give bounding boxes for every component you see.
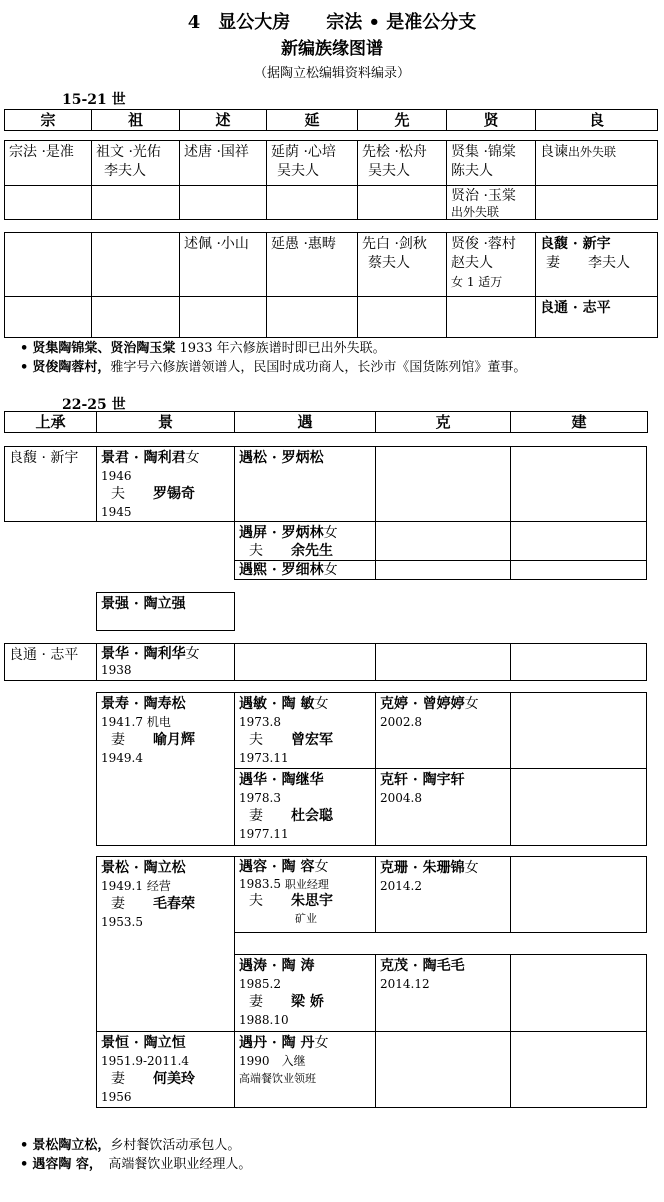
empty-cell: [510, 954, 647, 1032]
person-name: 景恒 · 陶立恒: [101, 1035, 186, 1051]
note-bold: 景松陶立松，: [32, 1138, 111, 1153]
header-xian2: 贤: [446, 109, 536, 131]
spouse-name: 曾宏军: [291, 732, 333, 748]
header-zu: 祖: [91, 109, 180, 131]
source-note: （据陶立松编辑资料编录）: [253, 66, 410, 81]
spouse-name: 吴夫人: [368, 163, 410, 179]
spouse-name: 杜会聪: [291, 808, 333, 824]
spouse-label: 妻: [111, 732, 125, 748]
empty-cell: [535, 185, 658, 220]
person-name: 贤集 ·锦棠: [451, 144, 516, 160]
person-name: 良谏: [540, 144, 568, 160]
empty-cell: [4, 185, 92, 220]
person-cell: [375, 856, 511, 933]
person-name: 遇屏 · 罗炳林: [239, 525, 324, 541]
spouse-label: 夫: [111, 486, 125, 502]
birth-year: 1946: [101, 469, 132, 483]
spouse-label: 妻: [546, 255, 560, 271]
birth-year: 1983.5: [239, 877, 281, 891]
person-cell: [266, 140, 358, 186]
person-cell: [179, 232, 267, 297]
birth-year: 1949.1: [101, 879, 143, 893]
empty-cell: [357, 296, 447, 338]
person-cell: [234, 521, 376, 561]
sex-label: 女: [464, 860, 479, 876]
person-name: 遇松 · 罗炳松: [239, 450, 324, 466]
person-name: 遇容 · 陶 容: [239, 859, 315, 875]
spouse-label: 夫: [249, 732, 263, 748]
person-name: 良馥 · 新宇: [540, 236, 611, 252]
occupation: 机电: [146, 715, 171, 729]
empty-cell: [510, 446, 647, 522]
empty-cell: [4, 296, 92, 338]
sex-label: 女: [323, 562, 338, 578]
lost-contact-note: 出外失联: [568, 145, 617, 159]
person-cell: [375, 768, 511, 846]
person-cell: [234, 560, 376, 580]
empty-cell: [510, 1031, 647, 1108]
sex-label: 女: [323, 525, 338, 541]
person-name: 遇华 · 陶继华: [239, 772, 324, 788]
person-cell: [266, 232, 358, 297]
person-cell: [96, 643, 235, 681]
person-cell: [4, 643, 97, 681]
empty-cell: [4, 232, 92, 297]
gen1-header-row: [4, 109, 658, 131]
person-name: 克茂 · 陶毛毛: [380, 958, 465, 974]
person-name: 先桧 ·松舟: [362, 144, 427, 160]
empty-cell: [91, 296, 180, 338]
birth-year: 2004.8: [380, 791, 422, 805]
person-name: 良通 · 志平: [9, 647, 79, 663]
person-name: 延荫 ·心培: [271, 144, 336, 160]
life-years: 1951.9-2011.4: [101, 1054, 190, 1068]
person-cell: [4, 140, 92, 186]
person-cell: [234, 1031, 376, 1108]
occupation: 经营: [146, 879, 171, 893]
person-cell: [234, 446, 376, 522]
spouse-year: 1945: [101, 505, 132, 519]
sex-label: 女: [314, 859, 329, 875]
person-name: 宗法 ·是准: [9, 144, 74, 160]
note-line: • 贤俊陶蓉村，雅字号六修族谱领谱人，民国时成功商人，长沙市《国货陈列馆》董事。: [20, 360, 527, 375]
note-text: 雅字号六修族谱领谱人，民国时成功商人，长沙市《国货陈列馆》董事。: [110, 360, 527, 375]
person-cell: [375, 692, 511, 769]
sex-label: 女: [185, 450, 200, 466]
gen1-row: [4, 185, 658, 220]
note-text: 1933 年六修族谱时即已出外失联。: [175, 341, 386, 356]
person-name: 祖文 ·光佑: [96, 144, 161, 160]
note-line: • 景松陶立松，乡村餐饮活动承包人。: [20, 1138, 241, 1153]
sex-label: 女: [185, 646, 200, 662]
header-xian: 先: [357, 109, 447, 131]
empty-cell: [375, 446, 511, 522]
person-cell: [446, 140, 536, 186]
note-line: • 贤集陶锦棠、贤治陶玉棠 1933 年六修族谱时即已出外失联。: [20, 341, 386, 356]
empty-cell: [446, 296, 536, 338]
person-cell: [96, 856, 235, 1032]
empty-cell: [179, 296, 267, 338]
occupation: 职业经理: [284, 878, 329, 891]
header-shu: 述: [179, 109, 267, 131]
empty-cell: [179, 185, 267, 220]
header-shangcheng: 上承: [4, 411, 97, 433]
header-jian: 建: [510, 411, 648, 433]
person-cell: [535, 140, 658, 186]
birth-year: 1990: [239, 1054, 270, 1068]
person-name: 贤俊 ·蓉村: [451, 236, 516, 252]
spouse-name: 吴夫人: [277, 163, 319, 179]
empty-cell: [510, 560, 647, 580]
person-name: 克轩 · 陶宇轩: [380, 772, 465, 788]
person-cell: [96, 692, 235, 846]
header-zong: 宗: [4, 109, 92, 131]
empty-cell: [375, 560, 511, 580]
birth-year: 1938: [101, 663, 132, 677]
person-name: 良馥 · 新宇: [9, 450, 79, 466]
empty-cell: [510, 856, 647, 933]
birth-year: 2002.8: [380, 715, 422, 729]
empty-cell: [510, 521, 647, 561]
person-cell: [179, 140, 267, 186]
empty-cell: [375, 521, 511, 561]
person-cell: [446, 232, 536, 297]
spouse-label: 妻: [249, 808, 263, 824]
generation-label-15-21: 15-21 世: [62, 92, 126, 108]
spouse-name: 赵夫人: [451, 255, 493, 271]
note-text: 乡村餐饮活动承包人。: [110, 1138, 241, 1153]
person-cell: [535, 232, 658, 297]
empty-cell: [510, 692, 647, 769]
page-subtitle: 新编族缘图谱: [281, 39, 383, 59]
spouse-year: 1973.11: [239, 751, 289, 765]
sex-label: 女: [314, 1035, 329, 1051]
person-cell: [446, 185, 536, 220]
sex-label: 女: [314, 696, 329, 712]
spouse-occupation: 矿业: [295, 912, 317, 925]
person-name: 景华 · 陶利华: [101, 646, 186, 662]
spouse-name: 李夫人: [104, 163, 146, 179]
empty-cell: [91, 232, 180, 297]
birth-year: 1978.3: [239, 791, 281, 805]
person-cell: [96, 1031, 235, 1108]
generation-label-22-25: 22-25 世: [62, 397, 126, 413]
birth-year: 1941.7: [101, 715, 143, 729]
occupation: 高端餐饮业领班: [239, 1072, 316, 1085]
note-text: 高端餐饮业职业经理人。: [95, 1157, 252, 1172]
header-ke: 克: [375, 411, 511, 433]
empty-cell: [91, 185, 180, 220]
spouse-name: 余先生: [291, 543, 333, 559]
person-cell: [234, 856, 376, 933]
person-name: 景松 · 陶立松: [101, 860, 186, 876]
empty-cell: [234, 643, 376, 681]
person-name: 克婷 · 曾婷婷: [380, 696, 465, 712]
note-line: • 遇容陶 容， 高端餐饮业职业经理人。: [20, 1157, 252, 1172]
empty-cell: [266, 296, 358, 338]
spouse-label: 夫: [249, 543, 263, 559]
adoption-note: 入继: [281, 1054, 306, 1068]
person-name: 景君 · 陶利君: [101, 450, 186, 466]
person-name: 遇熙 · 罗细林: [239, 562, 324, 578]
spouse-label: 妻: [111, 1071, 125, 1087]
spouse-name: 李夫人: [588, 255, 630, 271]
spouse-name: 喻月辉: [153, 732, 195, 748]
person-cell: [91, 140, 180, 186]
spouse-label: 夫: [249, 893, 263, 909]
gen1-row: [4, 232, 658, 297]
spouse-year: 1988.10: [239, 1013, 289, 1027]
spouse-name: 毛春荣: [153, 896, 195, 912]
spouse-label: 妻: [249, 994, 263, 1010]
person-cell: [96, 446, 235, 522]
person-cell: [234, 768, 376, 846]
person-cell: [234, 692, 376, 769]
person-name: 述佩 ·小山: [184, 236, 249, 252]
empty-cell: [266, 185, 358, 220]
empty-cell: [375, 643, 511, 681]
gen1-row: [4, 296, 658, 338]
sex-label: 女: [464, 696, 479, 712]
spouse-name: 陈夫人: [451, 163, 493, 179]
daughter-note: 女 1 适万: [451, 275, 503, 289]
empty-cell: [375, 1031, 511, 1108]
person-cell: [96, 592, 235, 631]
empty-cell: [510, 643, 647, 681]
spouse-year: 1956: [101, 1090, 132, 1104]
person-cell: [357, 140, 447, 186]
empty-cell: [510, 768, 647, 846]
person-name: 先白 ·剑秋: [362, 236, 427, 252]
spouse-name: 何美玲: [153, 1071, 195, 1087]
note-bold: 遇容陶 容，: [32, 1157, 96, 1172]
person-name: 遇敏 · 陶 敏: [239, 696, 315, 712]
person-name: 遇涛 · 陶 涛: [239, 958, 315, 974]
spouse-year: 1977.11: [239, 827, 289, 841]
spouse-name: 蔡夫人: [368, 255, 410, 271]
note-bold: 贤集陶锦棠、贤治陶玉棠: [32, 341, 176, 356]
person-name: 景强 · 陶立强: [101, 596, 186, 612]
separator-line: [234, 932, 647, 933]
person-cell: [375, 954, 511, 1032]
empty-cell: [357, 185, 447, 220]
person-name: 贤治 ·玉棠: [451, 188, 516, 204]
header-liang: 良: [535, 109, 658, 131]
birth-year: 2014.12: [380, 977, 430, 991]
spouse-label: 妻: [111, 896, 125, 912]
birth-year: 2014.2: [380, 879, 422, 893]
birth-year: 1985.2: [239, 977, 281, 991]
spouse-name: 罗锡奇: [153, 486, 195, 502]
spouse-year: 1949.4: [101, 751, 143, 765]
person-name: 景寿 · 陶寿松: [101, 696, 186, 712]
spouse-name: 朱思宇: [291, 893, 333, 909]
person-cell: [4, 446, 97, 522]
spouse-year: 1953.5: [101, 915, 143, 929]
person-cell: [535, 296, 658, 338]
person-name: 克珊 · 朱珊锦: [380, 860, 465, 876]
header-yu: 遇: [234, 411, 376, 433]
spouse-name: 梁 娇: [291, 994, 324, 1010]
birth-year: 1973.8: [239, 715, 281, 729]
gen1-row: [4, 140, 658, 186]
person-cell: [357, 232, 447, 297]
page-title: 4 显公大房 宗法 • 是准公分支: [187, 12, 477, 33]
note-bold: 贤俊陶蓉村，: [32, 360, 111, 375]
person-cell: [234, 954, 376, 1032]
person-name: 良通 · 志平: [540, 300, 611, 316]
person-name: 延愚 ·惠畴: [271, 236, 336, 252]
person-name: 述唐 ·国祥: [184, 144, 249, 160]
lost-contact-note: 出外失联: [451, 205, 500, 219]
person-name: 遇丹 · 陶 丹: [239, 1035, 315, 1051]
header-jing: 景: [96, 411, 235, 433]
header-yan: 延: [266, 109, 358, 131]
gen2-header-row: [4, 411, 648, 433]
